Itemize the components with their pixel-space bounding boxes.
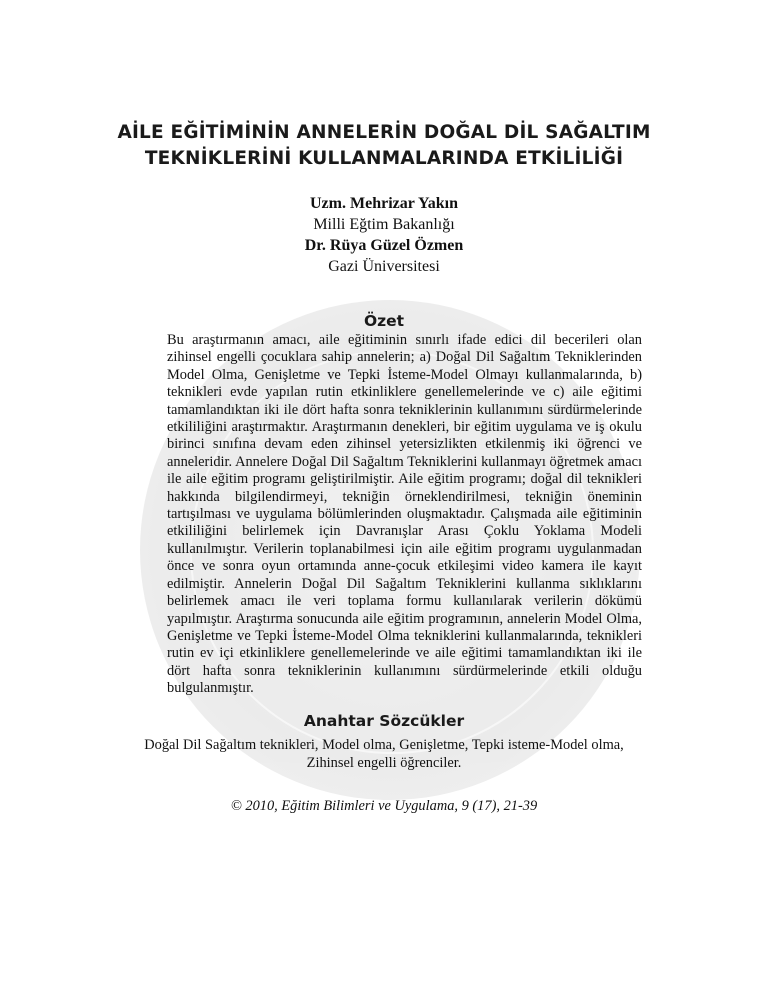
abstract-heading: Özet [363, 312, 405, 330]
paper-title: AİLE EĞİTİMİNİN ANNELERİN DOĞAL DİL SAĞALTIM TEKNİKLERİNİ KULLANMALARINDA ETKİLİLİĞİ [117, 122, 651, 169]
author-affiliation-2: Gazi Üniversitesi [328, 258, 440, 275]
keywords-heading: Anahtar Sözcükler [303, 712, 465, 730]
author-affiliation-1: Milli Eğtim Bakanlığı [313, 216, 455, 233]
author-block [84, 193, 684, 277]
keywords-text: Doğal Dil Sağaltım teknikleri, Model olma, Genişletme, Tepki isteme-Model olma, Zihinsel engelli öğrenciler. [144, 737, 624, 771]
citation-line: © 2010, Eğitim Bilimleri ve Uygulama, 9 (17), 21-39 [230, 798, 538, 814]
author-name-2: Dr. Rüya Güzel Özmen [304, 237, 464, 254]
abstract-text: Bu araştırmanın amacı, aile eğitiminin sınırlı ifade edici dil becerileri olan zihinsel engelli çocuklara sahip annelerin; a) Doğal Dil Sağaltım Tekniklerinden Model Olma, Genişletme ve Tepki İsteme-Model Olmayı kullanmalarında, b) teknikleri evde yapılan rutin etkinliklere genellemelerinde ve c) aile eğitimi tamamlandıktan iki ile dört hafta sonra tekniklerinin kullanımını sürdürmelerinde etkililiğini araştırmaktır. Araştırmanın denekleri, bir eğitim uygulama ve iş okulu birinci sınıfına devam eden zihinsel yetersizlikten etkilenmiş iki öğrenci ve anneleridir. Annelere Doğal Dil Sağaltım Tekniklerini kullanmayı öğretmek amacı ile aile eğitim programı geliştirilmiştir. Aile eğitim programı; doğal dil teknikleri hakkında bilgilendirmeyi, tekniğin örneklendirilmesi, tekniğin öneminin tartışılması ve uygulama bölümlerinden oluşmaktadır. Çalışmada aile eğitiminin etkililiğini belirlemek için Davranışlar Arası Çoklu Yoklama Modeli kullanılmıştır. Verilerin toplanabilmesi için aile eğitim programı uygulanmadan önce ve sonra oyun ortamında anne-çocuk etkileşimi video kamera ile kayıt edilmiştir. Annelerin Doğal Dil Sağaltım Tekniklerini kullanma sıklıklarını belirlemek amacı ile veri toplama formu kullanılarak verilerin dökümü yapılmıştır. Araştırma sonucunda aile eğitim programının, annelerin Model Olma, Genişletme ve Tepki İsteme-Model Olma tekniklerini kullanmalarında, teknikleri rutin ev içi etkinliklere genellemelerinde ve aile eğitimi tamamlandıktan iki ile dört hafta sonra tekniklerinin kullanımını sürdürmelerinde etkili olduğu bulgulanmıştır. [167, 332, 642, 697]
author-name-1: Uzm. Mehrizar Yakın [310, 195, 458, 212]
